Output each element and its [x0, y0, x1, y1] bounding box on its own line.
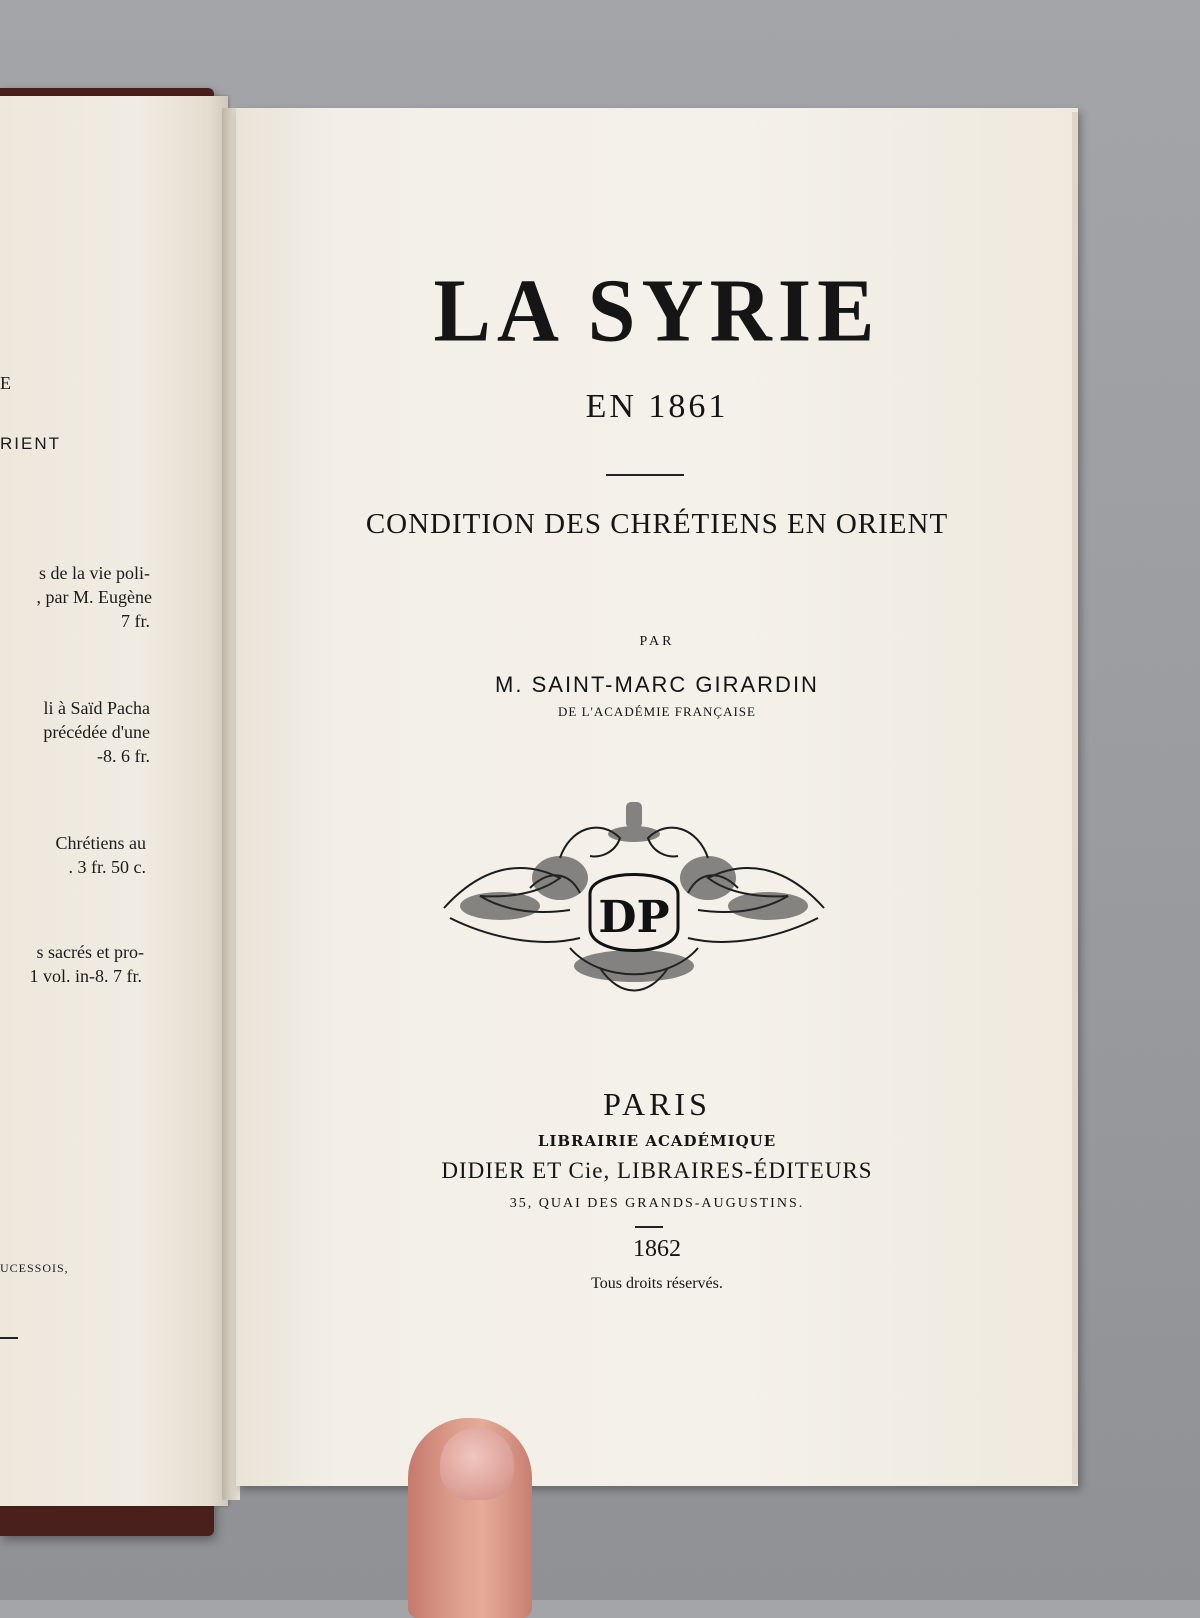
- left-page: [0, 96, 228, 1506]
- left-page-line: E: [0, 373, 11, 393]
- left-page-line: UCESSOIS,: [0, 1261, 69, 1275]
- left-page-line: s de la vie poli-: [39, 563, 150, 583]
- left-page-line: RIENT: [0, 434, 61, 453]
- publisher-address: 35, QUAI DES GRANDS-AUGUSTINS.: [509, 1196, 805, 1211]
- emblem-monogram: DP: [598, 892, 670, 943]
- booksellers-line: DIDIER ET Cie, LIBRAIRES-ÉDITEURS: [441, 1158, 873, 1183]
- left-page-line: s sacrés et pro-: [36, 942, 144, 962]
- rights-notice: Tous droits réservés.: [591, 1275, 723, 1292]
- left-page-rule: [0, 1337, 18, 1339]
- by-label: PAR: [639, 634, 675, 649]
- page-edge: [1072, 112, 1078, 1484]
- left-page-line: . 3 fr. 50 c.: [68, 857, 146, 877]
- publisher-emblem: [440, 798, 828, 1002]
- left-page-line: , par M. Eugène: [36, 587, 152, 607]
- left-page-line: -8. 6 fr.: [97, 746, 150, 766]
- book-subtitle: EN 1861: [585, 388, 729, 425]
- book-condition-line: CONDITION DES CHRÉTIENS EN ORIENT: [365, 508, 949, 540]
- book-title: LA SYRIE: [433, 259, 881, 361]
- left-page-line: 1 vol. in-8. 7 fr.: [29, 966, 142, 986]
- left-page-line: Chrétiens au: [55, 833, 146, 853]
- title-rule: [606, 474, 684, 476]
- author-name: M. SAINT-MARC GIRARDIN: [495, 672, 819, 697]
- author-affiliation: DE L'ACADÉMIE FRANÇAISE: [558, 704, 756, 719]
- left-page-line: li à Saïd Pacha: [43, 698, 150, 718]
- title-page: [236, 108, 1078, 1486]
- year-rule: [635, 1226, 663, 1228]
- left-page-line: 7 fr.: [121, 611, 150, 631]
- publication-city: PARIS: [603, 1086, 711, 1122]
- publication-year: 1862: [633, 1236, 681, 1262]
- fingernail: [440, 1428, 514, 1500]
- left-page-line: précédée d'une: [43, 722, 150, 742]
- publisher-name: LIBRAIRIE ACADÉMIQUE: [537, 1132, 777, 1150]
